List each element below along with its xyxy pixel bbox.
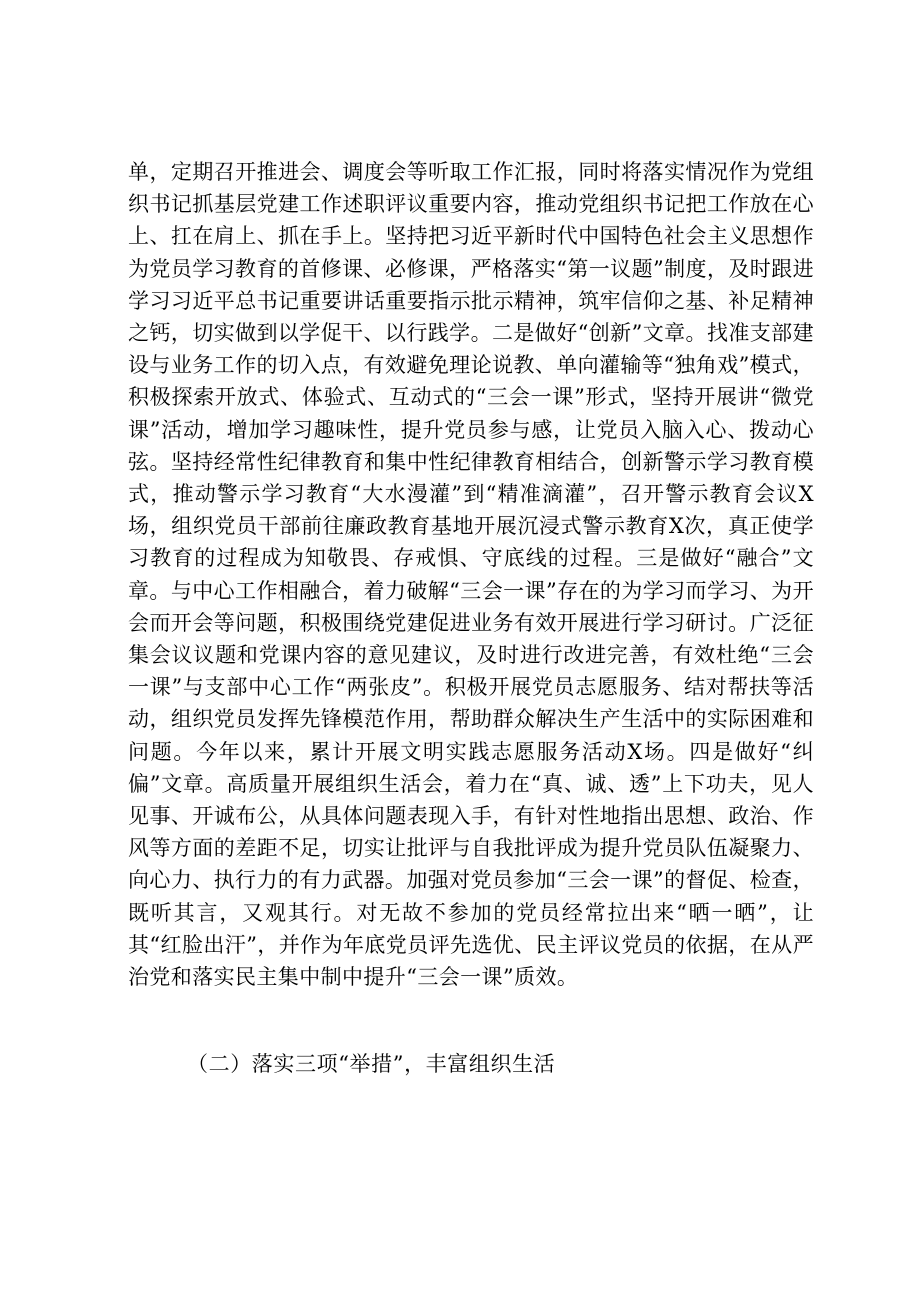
body-paragraph: 单，定期召开推进会、调度会等听取工作汇报，同时将落实情况作为党组织书记抓基层党建工作述职评议重要内容，推动党组织书记把工作放在心上、扛在肩上、抓在手上。坚持把习近平新时代中国特色社会主义思想作为党员学习教育的首修课、必修课，严格落实“第一议题”制度，及时跟进学习习近平总书记重要讲话重要指示批示精神，筑牢信仰之基、补足精神之钙，切实做到以学促干、以行践学。二是做好“创新”文章。找准支部建设与业务工作的切入点，有效避免理论说教、单向灌输等“独角戏”模式，积极探索开放式、体验式、互动式的“三会一课”形式，坚持开展讲“微党课”活动，增加学习趣味性，提升党员参与感，让党员入脑入心、拨动心弦。坚持经常性纪律教育和集中性纪律教育相结合，创新警示学习教育模式，推动警示学习教育“大水漫灌”到“精准滴灌”，召开警示教育会议X场，组织党员干部前往廉政教育基地开展沉浸式警示教育X次，真正使学习教育的过程成为知敬畏、存戒惧、守底线的过程。三是做好“融合”文章。与中心工作相融合，着力破解“三会一课”存在的为学习而学习、为开会而开会等问题，积极围绕党建促进业务有效开展进行学习研讨。广泛征集会议议题和党课内容的意见建议，及时进行改进完善，有效杜绝“三会一课”与支部中心工作“两张皮”。积极开展党员志愿服务、结对帮扶等活动，组织党员发挥先锋模范作用，帮助群众解决生产生活中的实际困难和问题。今年以来，累计开展文明实践志愿服务活动X场。四是做好“纠偏”文章。高质量开展组织生活会，着力在“真、诚、透”上下功夫，见人见事、开诚布公，从具体问题表现入手，有针对性地指出思想、政治、作风等方面的差距不足，切实让批评与自我批评成为提升党员队伍凝聚力、向心力、执行力的有力武器。加强对党员参加“三会一课”的督促、检查，既听其言，又观其行。对无故不参加的党员经常拉出来“晒一晒”，让其“红脸出汗”，并作为年底党员评先选优、民主评议党员的依据，在从严治党和落实民主集中制中提升“三会一课”质效。 bbox=[128, 160, 814, 990]
section-heading: （二）落实三项“举措”，丰富组织生活 bbox=[187, 1052, 556, 1076]
